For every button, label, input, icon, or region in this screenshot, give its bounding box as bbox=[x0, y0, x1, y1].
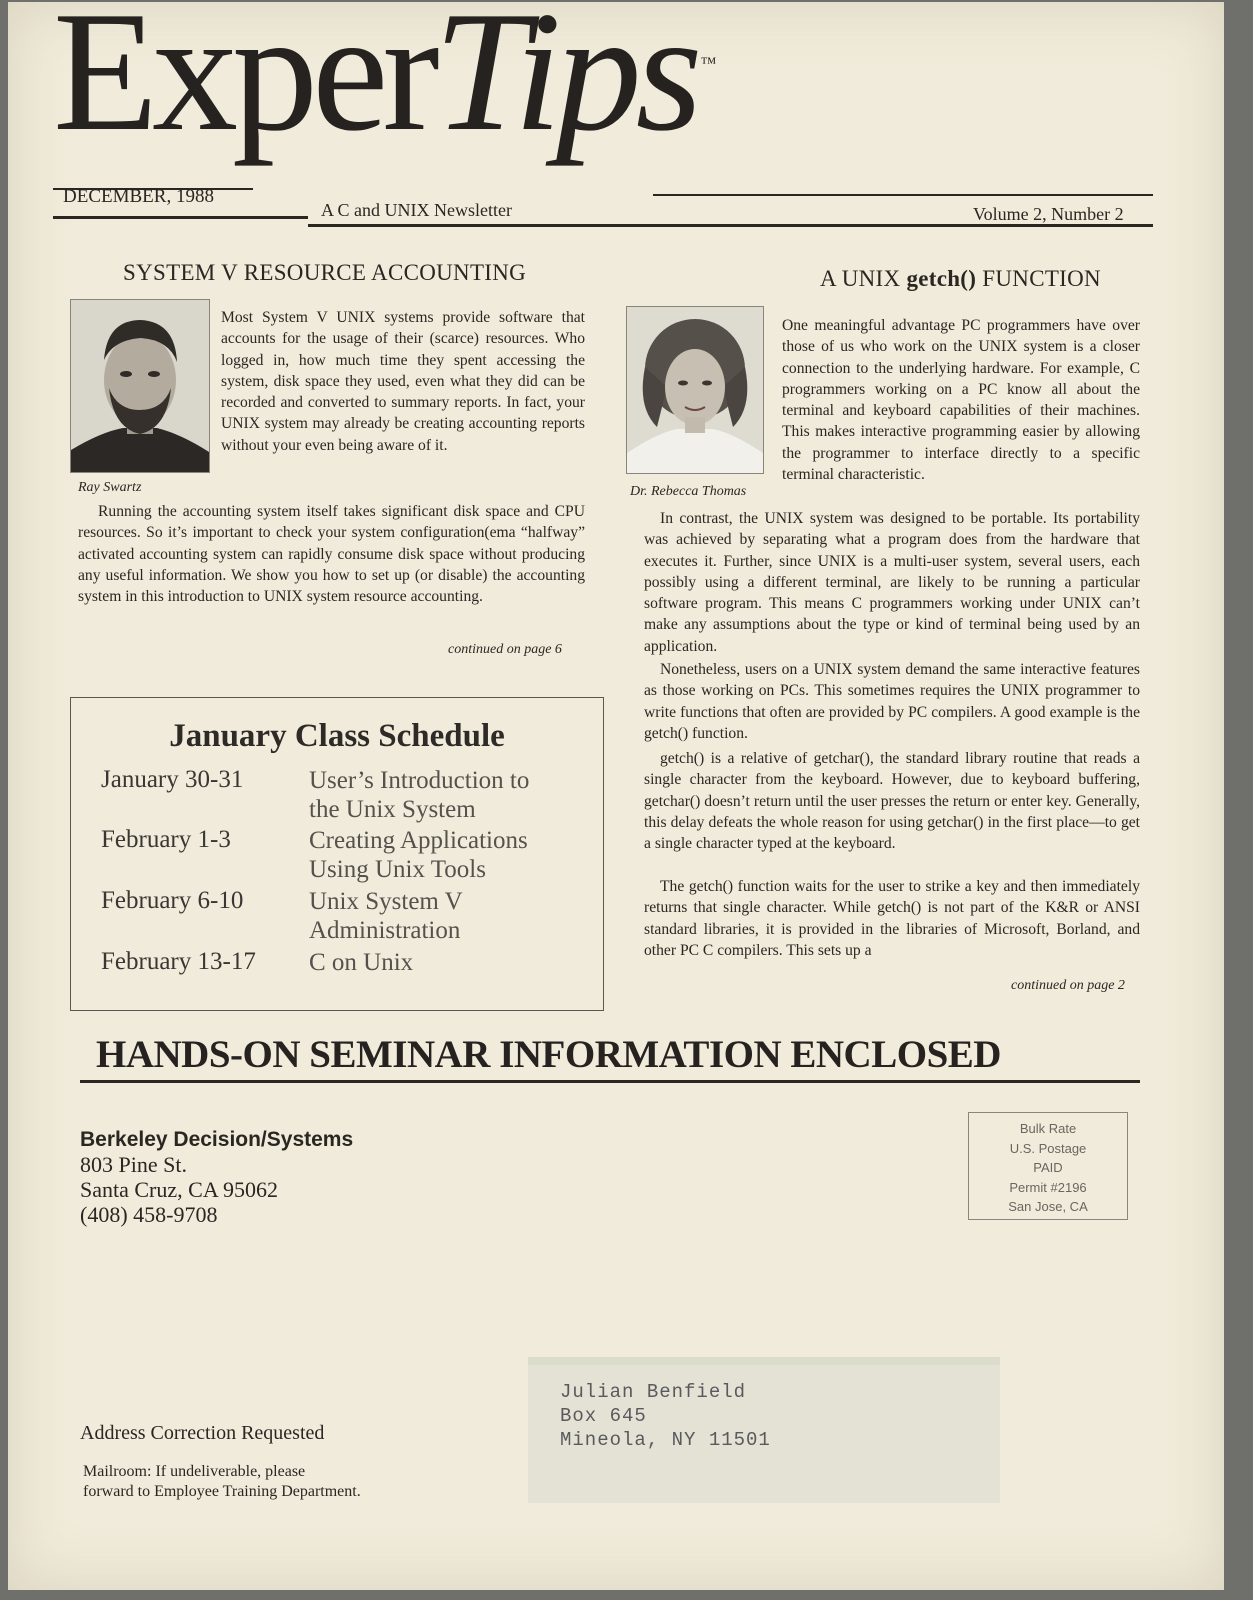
volume-number: Volume 2, Number 2 bbox=[973, 204, 1124, 224]
masthead bbox=[53, 0, 1153, 224]
article2-continued: continued on page 2 bbox=[1011, 978, 1125, 993]
article2-title-part-c: FUNCTION bbox=[976, 266, 1101, 291]
postage-line: Permit #2196 bbox=[1009, 1179, 1087, 1195]
logo-tips: Tips bbox=[433, 0, 697, 167]
issue-date: DECEMBER, 1988 bbox=[63, 186, 214, 207]
article2-title bbox=[820, 266, 1101, 292]
class-schedule-box bbox=[70, 697, 604, 1011]
address-correction: Address Correction Requested bbox=[80, 1422, 325, 1444]
schedule-course-line2: Administration bbox=[309, 917, 461, 944]
postage-line: PAID bbox=[1033, 1160, 1063, 1175]
article2-title-part-a: A UNIX bbox=[820, 266, 907, 291]
mailroom-note bbox=[83, 1462, 361, 1502]
newsletter-page bbox=[8, 2, 1224, 1590]
company-address bbox=[80, 1127, 353, 1227]
article1-paragraph-2: Running the accounting system itself takes significant disk space and CPU resources. So it’s important to check your system configuration(ema “halfway” activated accounting system can rapidly consume disk space without producing any useful information. We show you how to set up (or disable) the accounting system in this introduction to UNIX system resource accounting. bbox=[78, 503, 585, 606]
recipient-box: Box 645 bbox=[560, 1405, 647, 1427]
rebecca-thomas-photo bbox=[626, 306, 764, 474]
ray-swartz-photo bbox=[70, 299, 210, 473]
schedule-course-line2: the Unix System bbox=[309, 796, 476, 823]
seminar-heading: HANDS-ON SEMINAR INFORMATION ENCLOSED bbox=[96, 1033, 1001, 1076]
schedule-course-line1: User’s Introduction to bbox=[309, 767, 530, 794]
postage-line: U.S. Postage bbox=[1009, 1140, 1087, 1156]
company-name: Berkeley Decision/Systems bbox=[80, 1128, 354, 1151]
logo bbox=[53, 0, 717, 167]
schedule-course-line2: Using Unix Tools bbox=[309, 856, 486, 883]
schedule-date: February 13-17 bbox=[101, 948, 256, 975]
article1-paragraph-1: Most System V UNIX systems provide software that accounts for the usage of their (scarce) resources. Who logged in, how much time they spent accessing the system, disk space they used, even what they did can be recorded and converted to summary reports. In fact, your UNIX system may already be creating accounting reports without your even being aware of it. bbox=[221, 309, 585, 454]
article2-paragraph-1: One meaningful advantage PC programmers have over those of us who work on the UNIX system is a closer connection to the underlying hardware. For example, C programmers working on a PC know all about the terminal and keyboard capabilities of their machines. This makes interactive programming easier by allowing the programmer to interface directly to a specific terminal characteristic. bbox=[782, 317, 1140, 484]
article2-paragraph-2: In contrast, the UNIX system was designed to be portable. Its portability was achieved by separating what a program does from the hardware that executes it. Further, since UNIX is a multi-user system, several users, each possibly using a different terminal, are likely to be running a particular software program. This means C programmers working under UNIX can’t make any assumptions about the type or kind of terminal being used by an application. bbox=[644, 510, 1140, 655]
mailroom-line1: Mailroom: If undeliverable, please bbox=[83, 1463, 306, 1480]
schedule-title: January Class Schedule bbox=[169, 718, 505, 754]
schedule-date: February 1-3 bbox=[101, 826, 231, 853]
logo-exper: Exper bbox=[53, 0, 434, 167]
article1-title: SYSTEM V RESOURCE ACCOUNTING bbox=[123, 260, 527, 285]
postage-line: San Jose, CA bbox=[1008, 1199, 1088, 1214]
schedule-course-line1: Unix System V bbox=[309, 888, 463, 915]
rebecca-thomas-caption: Dr. Rebecca Thomas bbox=[630, 484, 747, 499]
company-phone: (408) 458-9708 bbox=[80, 1202, 218, 1227]
mailroom-line2: forward to Employee Training Department. bbox=[83, 1483, 361, 1500]
schedule-date: January 30-31 bbox=[101, 766, 244, 793]
schedule-course-line1: Creating Applications bbox=[309, 827, 528, 854]
schedule-course-line1: C on Unix bbox=[309, 949, 414, 976]
subtitle: A C and UNIX Newsletter bbox=[321, 200, 512, 220]
recipient-name: Julian Benfield bbox=[560, 1381, 747, 1403]
article2-title-getch: getch() bbox=[906, 266, 977, 291]
postage-indicia bbox=[968, 1112, 1128, 1220]
schedule-date: February 6-10 bbox=[101, 887, 244, 914]
trademark: ™ bbox=[700, 55, 717, 72]
masthead-rule-left-bottom bbox=[53, 216, 308, 219]
mailing-label bbox=[528, 1357, 1000, 1503]
article2-paragraph-4: getch() is a relative of getchar(), the standard library routine that reads a single character from the keyboard. However, due to keyboard buffering, getchar() doesn’t return until the user presses the return or enter key. Generally, this delay defeats the whole reason for using getchar() in the first place—to get a single character typed at the keyboard. bbox=[644, 750, 1140, 853]
article1-continued: continued on page 6 bbox=[448, 642, 562, 657]
company-street: 803 Pine St. bbox=[80, 1152, 187, 1177]
masthead-rule-right-top bbox=[653, 194, 1153, 196]
ray-swartz-caption: Ray Swartz bbox=[78, 480, 142, 495]
postage-line: Bulk Rate bbox=[1019, 1121, 1077, 1136]
recipient-city: Mineola, NY 11501 bbox=[560, 1429, 771, 1451]
seminar-rule bbox=[80, 1080, 1140, 1083]
company-city: Santa Cruz, CA 95062 bbox=[80, 1177, 278, 1202]
article2-paragraph-5: The getch() function waits for the user to strike a key and then immediately returns that single character. While getch() is not part of the K&R or ANSI standard libraries, it is provided in the libraries of Microsoft, Borland, and other PC C compilers. This sets up a bbox=[644, 878, 1140, 959]
article2-paragraph-3: Nonetheless, users on a UNIX system demand the same interactive features as those working on PCs. This sometimes requires the UNIX programmer to write functions that often are provided by PC compilers. A good example is the getch() function. bbox=[644, 661, 1140, 742]
